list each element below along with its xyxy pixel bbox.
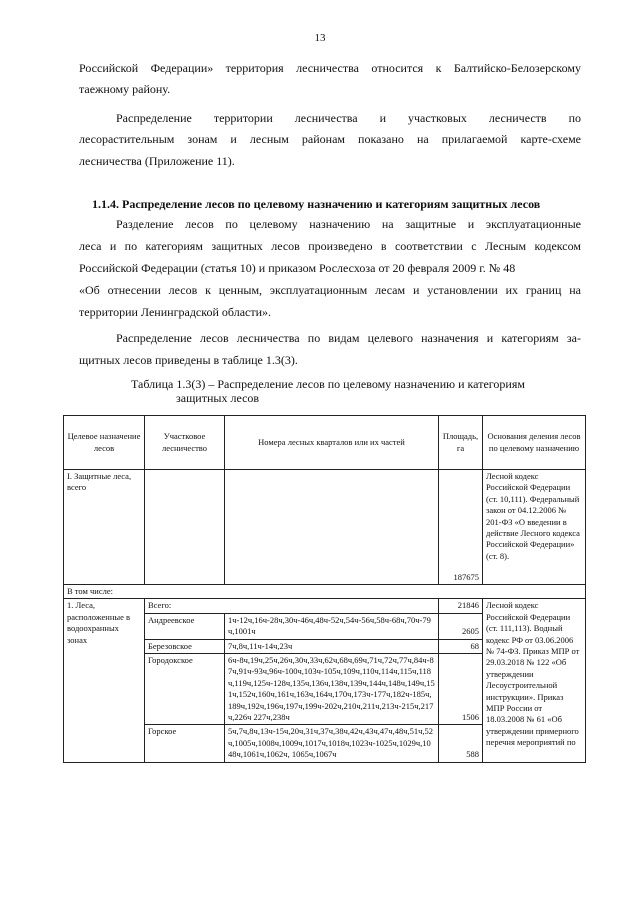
district-cell: Андреевское (145, 613, 225, 639)
table-row (64, 599, 586, 613)
basis-cell: Лесной кодекс Российской Федерации (ст. 10,111). Федеральный закон от 04.12.2006 № 201-ФЗ «О введении в действие Лесного кодекса Российской Федерации» (ст. 8). (483, 470, 586, 585)
table-row (64, 585, 586, 599)
header-area: Площадь, га (439, 416, 483, 470)
paragraph-line: Российской Федерации» территория лесничества относится к Балтийско-Белозерскому (79, 61, 581, 75)
purpose-cell: I. Защитные леса, всего (64, 470, 145, 585)
forest-distribution-table (63, 415, 586, 763)
page-number: 13 (314, 32, 326, 44)
basis-cell: Лесной кодекс Российской Федерации (ст. 111,113). Водный кодекс РФ от 03.06.2006 № 74-ФЗ. Приказ МПР от 29.03.2018 № 122 «Об утверждении Лесоустроительной инструкции». Приказ МПР России от 18.03.2008 № 61 «Об утверждении примерного перечня мероприятий по (483, 599, 586, 762)
paragraph-line: лесничества (Приложение 11). (79, 154, 235, 168)
header-purpose: Целевое назначение лесов (64, 416, 145, 470)
purpose-cell: 1. Леса, расположенные в водоохранных зонах (64, 599, 145, 762)
table-row (64, 470, 586, 585)
table-caption-cont: защитных лесов (176, 391, 260, 405)
area-cell: 187675 (439, 470, 483, 585)
area-cell: 588 (439, 725, 483, 762)
paragraph-line: территории Ленинградской области». (79, 305, 272, 319)
paragraph-line: Распределение лесов лесничества по видам целевого назначения и категориям за- (116, 331, 581, 345)
header-quarters: Номера лесных кварталов или их частей (225, 416, 439, 470)
quarters-cell (225, 470, 439, 585)
district-cell: Горское (145, 725, 225, 762)
paragraph-line: лесорастительным зонам и лесным районам показано на прилагаемой карте-схеме (79, 132, 581, 146)
district-cell: Березовское (145, 639, 225, 653)
paragraph-line: Российской Федерации (статья 10) и приказом Рослесхоза от 20 февраля 2009 г. № 48 (79, 261, 516, 275)
area-cell: 21846 (439, 599, 483, 613)
paragraph-line: Разделение лесов по целевому назначению на защитные и эксплуатационные (116, 217, 581, 231)
paragraph-line: таежному району. (79, 82, 171, 96)
quarters-cell: 6ч-8ч,19ч,25ч,26ч,30ч,33ч,62ч,68ч,69ч,71ч,72ч,77ч,84ч-87ч,91ч-93ч,96ч-100ч,103ч-105ч,109ч,110ч,114ч,115ч,118ч,119ч,125ч-128ч,135ч,136ч,138ч,139ч,144ч,148ч,149ч,151ч,152ч,160ч,161ч,163ч,164ч,170ч,173ч-177ч,182ч-185ч,189ч,192ч,196ч,197ч,199ч-202ч,210ч,211ч,213ч-215ч,217ч,226ч 227ч,238ч (225, 654, 439, 725)
quarters-cell: 7ч,8ч,11ч-14ч,23ч (225, 639, 439, 653)
section-heading: 1.1.4. Распределение лесов по целевому назначению и категориям защитных лесов (92, 197, 541, 211)
header-district: Участковое лесничество (145, 416, 225, 470)
quarters-cell: 1ч-12ч,16ч-28ч,30ч-46ч,48ч-52ч,54ч-56ч,58ч-68ч,70ч-79ч,1001ч (225, 613, 439, 639)
paragraph-line: «Об отнесении лесов к ценным, эксплуатационным лесам и установлении их границ на (79, 283, 581, 297)
paragraph-line: щитных лесов приведены в таблице 1.3(3). (79, 353, 298, 367)
district-cell: Городокское (145, 654, 225, 725)
total-label-cell: Всего: (145, 599, 439, 613)
paragraph-line: леса и по категориям защитных лесов произведено в соответствии с Лесным кодексом (79, 239, 581, 253)
area-cell: 2605 (439, 613, 483, 639)
area-cell: 68 (439, 639, 483, 653)
quarters-cell: 5ч,7ч,8ч,13ч-15ч,20ч,31ч,37ч,38ч,42ч,43ч,47ч,48ч,51ч,52ч,1005ч,1008ч,1009ч,1017ч,1018ч,1023ч-1025ч,1029ч,1048ч,1061ч,1062ч, 1065ч,1067ч (225, 725, 439, 762)
district-cell (145, 470, 225, 585)
header-basis: Основания деления лесов по целевому назначению (483, 416, 586, 470)
including-cell: В том числе: (64, 585, 586, 599)
area-cell: 1506 (439, 654, 483, 725)
table-caption: Таблица 1.3(3) – Распределение лесов по целевому назначению и категориям (131, 377, 525, 391)
table-header-row (64, 416, 586, 470)
paragraph-line: Распределение территории лесничества и участковых лесничеств по (116, 111, 581, 125)
